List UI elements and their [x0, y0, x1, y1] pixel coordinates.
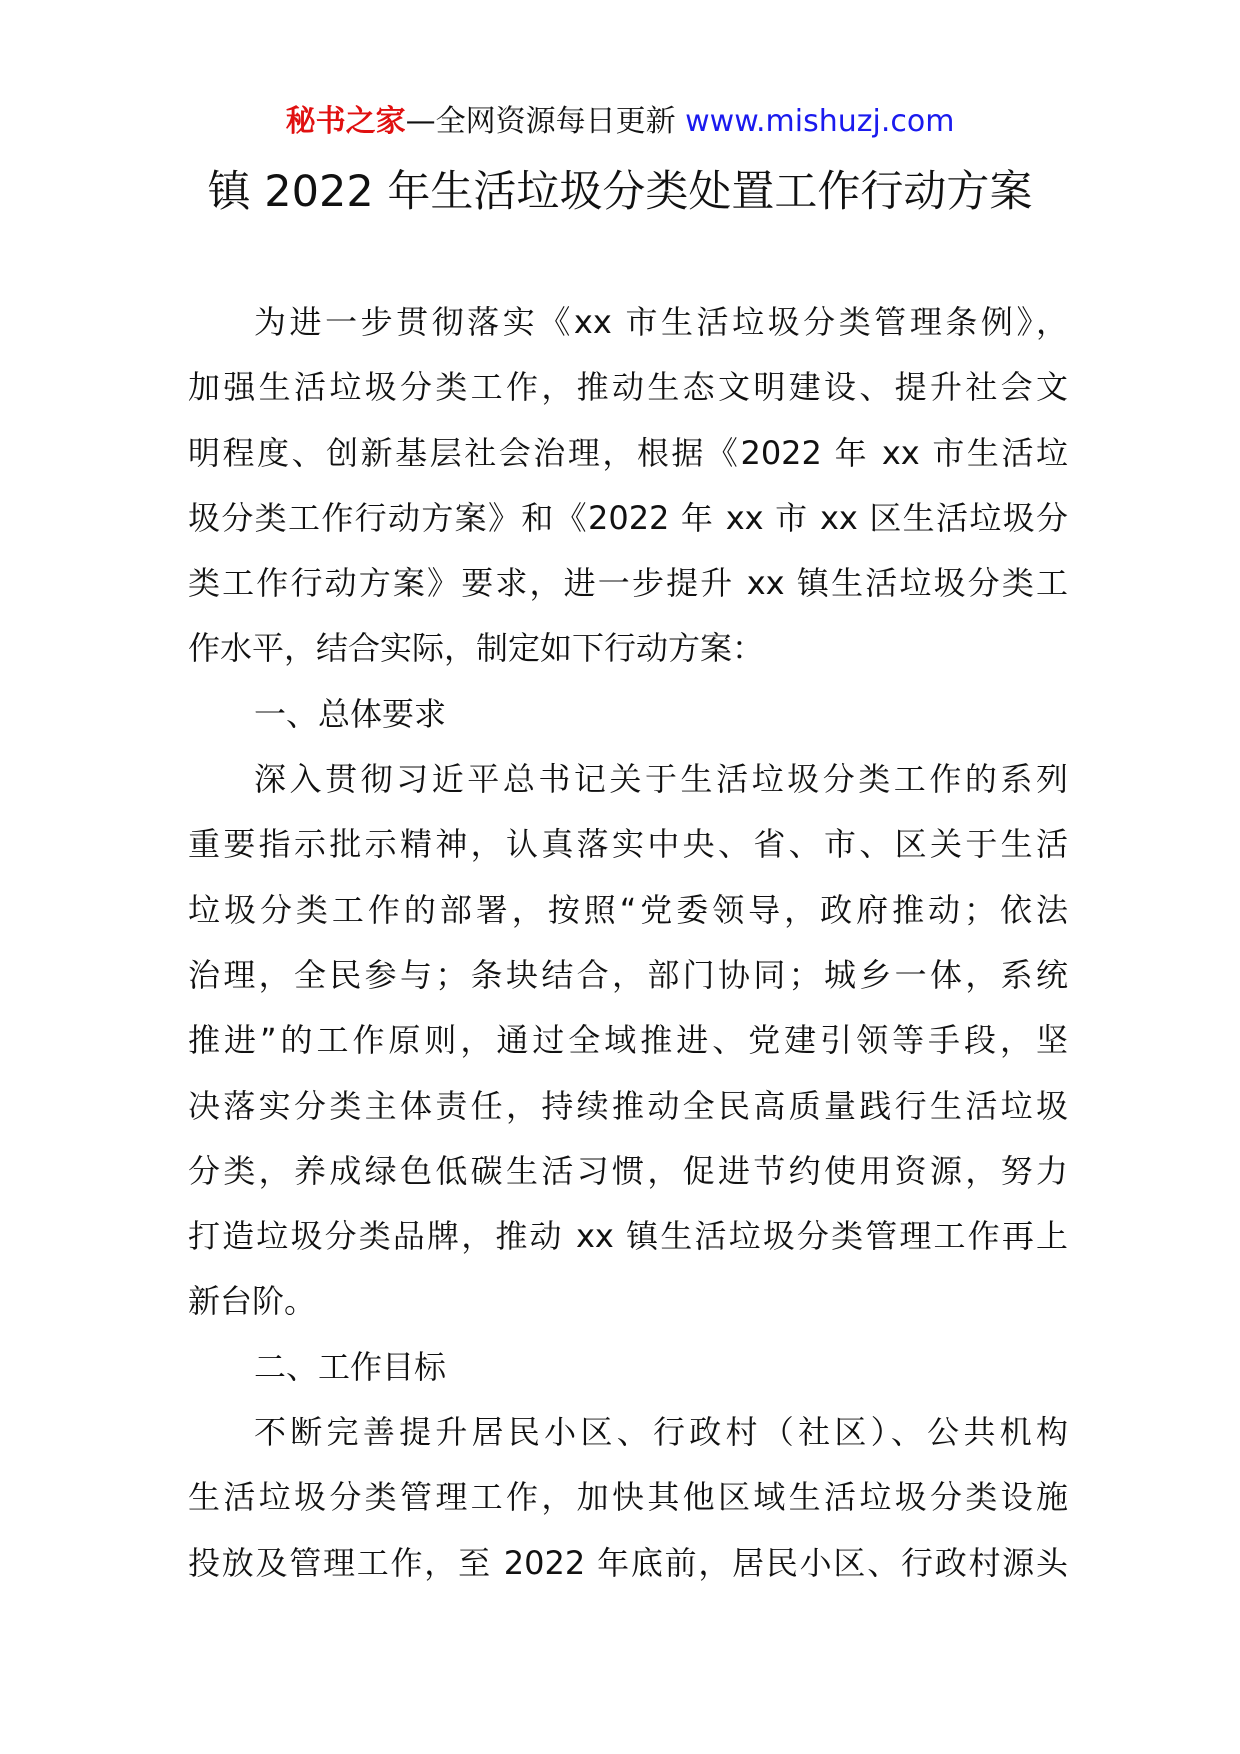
paragraph-line: 治理，全民参与；条块结合，部门协同；城乡一体，系统: [188, 955, 1068, 994]
paragraph-line: 圾分类工作行动方案》和《2022 年 xx 市 xx 区生活垃圾分: [188, 498, 1068, 537]
paragraph-line: 明程度、创新基层社会治理，根据《2022 年 xx 市生活垃: [188, 433, 1068, 472]
paragraph-line: 加强生活垃圾分类工作，推动生态文明建设、提升社会文: [188, 368, 1068, 407]
paragraph-line: 不断完善提升居民小区、行政村（社区）、公共机构: [254, 1413, 1068, 1452]
site-url-link[interactable]: www.mishuzj.com: [685, 104, 955, 139]
paragraph-line: 重要指示批示精神，认真落实中央、省、市、区关于生活: [188, 825, 1068, 864]
brand-name: 秘书之家: [285, 104, 406, 139]
paragraph-line: 打造垃圾分类品牌，推动 xx 镇生活垃圾分类管理工作再上: [188, 1217, 1068, 1256]
paragraph-line: 分类，养成绿色低碳生活习惯，促进节约使用资源，努力: [188, 1151, 1068, 1190]
section-heading: 二、工作目标: [254, 1347, 447, 1386]
paragraph-line: 为进一步贯彻落实《xx 市生活垃圾分类管理条例》，: [254, 303, 1068, 341]
paragraph-line: 类工作行动方案》要求，进一步提升 xx 镇生活垃圾分类工: [188, 564, 1068, 603]
paragraph-line: 生活垃圾分类管理工作，加快其他区域生活垃圾分类设施: [188, 1478, 1068, 1517]
paragraph-line: 新台阶。: [188, 1282, 317, 1321]
document-body: [188, 290, 1068, 1596]
site-header: [0, 100, 1240, 144]
paragraph-line: 投放及管理工作，至 2022 年底前，居民小区、行政村源头: [188, 1543, 1068, 1582]
paragraph-line: 推进”的工作原则，通过全域推进、党建引领等手段，坚: [188, 1021, 1068, 1060]
paragraph-line: 垃圾分类工作的部署，按照“党委领导，政府推动；依法: [188, 890, 1068, 929]
header-tagline: —全网资源每日更新: [405, 104, 686, 139]
section-heading: 一、总体要求: [254, 694, 447, 733]
paragraph-line: 决落实分类主体责任，持续推动全民高质量践行生活垃圾: [188, 1086, 1068, 1125]
document-title: 镇 2022 年生活垃圾分类处置工作行动方案: [207, 167, 1033, 217]
paragraph-line: 作水平，结合实际，制定如下行动方案：: [188, 629, 765, 668]
paragraph-line: 深入贯彻习近平总书记关于生活垃圾分类工作的系列: [254, 760, 1068, 799]
